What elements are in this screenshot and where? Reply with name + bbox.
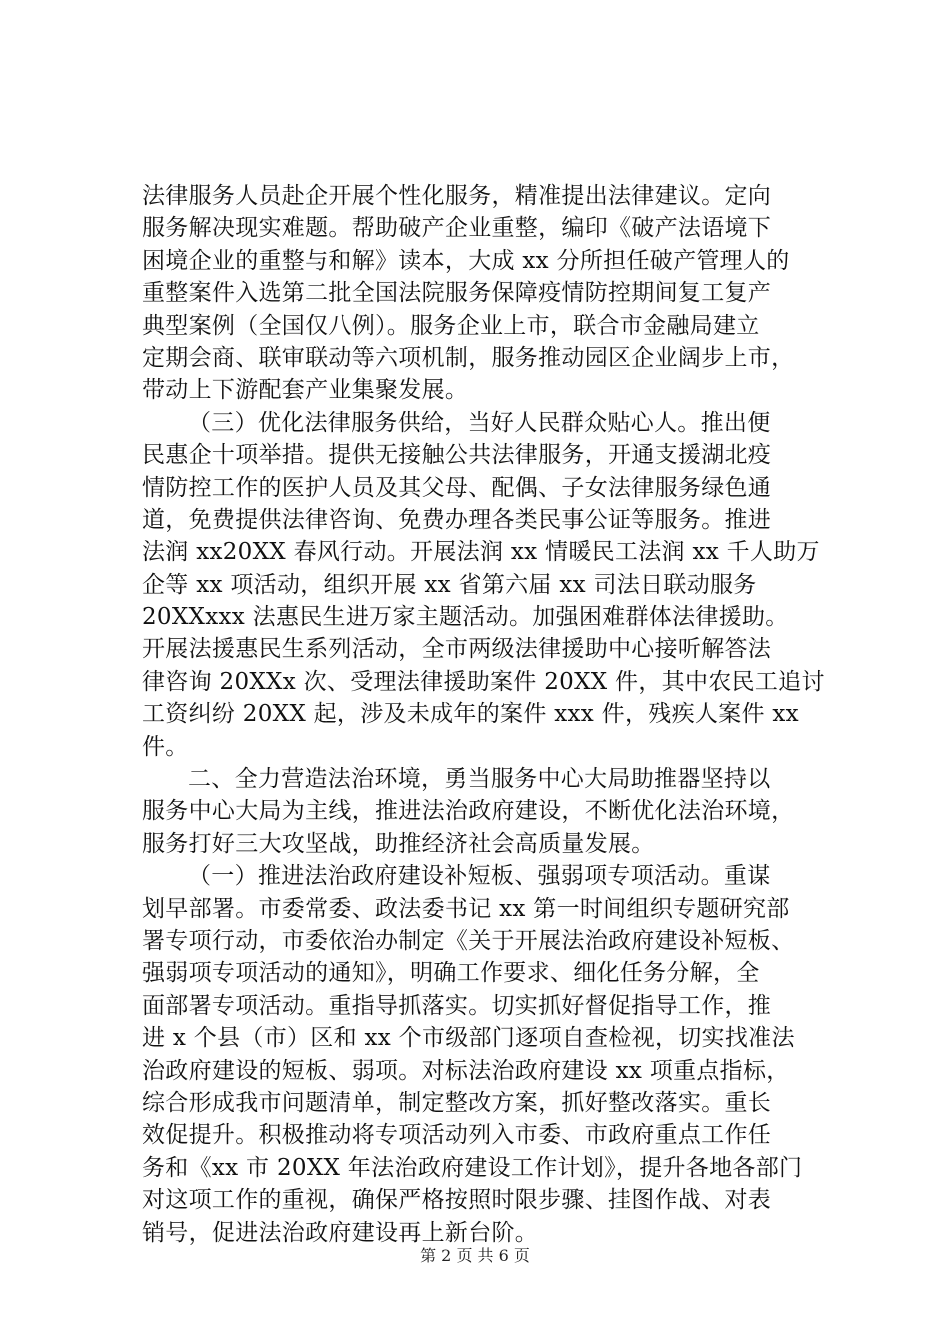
text-line: 面部署专项活动。重指导抓落实。切实抓好督促指导工作，推 (142, 992, 772, 1019)
text-line: 企等 xx 项活动，组织开展 xx 省第六届 xx 司法日联动服务 (142, 571, 757, 598)
paragraph-start-line: 二、全力营造法治环境，勇当服务中心大局助推器坚持以 (188, 766, 771, 793)
text-line: 20XXxxx 法惠民生进万家主题活动。加强困难群体法律援助。 (142, 604, 789, 631)
text-line: 署专项行动，市委依治办制定《关于开展法治政府建设补短板、 (142, 927, 795, 954)
text-line: 道，免费提供法律咨询、免费办理各类民事公证等服务。推进 (142, 506, 772, 533)
text-line: 法润 xx20XX 春风行动。开展法润 xx 情暖民工法润 xx 千人助万 (142, 539, 820, 566)
text-line: 开展法援惠民生系列活动，全市两级法律援助中心接听解答法 (142, 636, 772, 663)
text-line: 定期会商、联审联动等六项机制，服务推动园区企业阔步上市， (142, 344, 795, 371)
text-line: 服务中心大局为主线，推进法治政府建设，不断优化法治环境， (142, 798, 795, 825)
text-line: 困境企业的重整与和解》读本，大成 xx 分所担任破产管理人的 (142, 247, 790, 274)
text-line: 务和《xx 市 20XX 年法治政府建设工作计划》，提升各地各部门 (142, 1154, 803, 1181)
text-line: 综合形成我市问题清单，制定整改方案，抓好整改落实。重长 (142, 1089, 772, 1116)
paragraph-start-line: （一）推进法治政府建设补短板、强弱项专项活动。重谋 (188, 863, 771, 890)
document-body (142, 180, 832, 1249)
text-line: 工资纠纷 20XX 起，涉及未成年的案件 xxx 件，残疾人案件 xx (142, 701, 799, 728)
text-line: 划早部署。市委常委、政法委书记 xx 第一时间组织专题研究部 (142, 895, 790, 922)
text-line: 进 x 个县（市）区和 xx 个市级部门逐项自查检视，切实找准法 (142, 1025, 795, 1052)
text-line: 对这项工作的重视，确保严格按照时限步骤、挂图作战、对表 (142, 1187, 772, 1214)
text-line: 效促提升。积极推动将专项活动列入市委、市政府重点工作任 (142, 1122, 772, 1149)
text-line: 带动上下游配套产业集聚发展。 (142, 377, 469, 404)
text-line: 民惠企十项举措。提供无接触公共法律服务，开通支援湖北疫 (142, 442, 772, 469)
text-line: 情防控工作的医护人员及其父母、配偶、子女法律服务绿色通 (142, 474, 772, 501)
text-line: 法律服务人员赴企开展个性化服务，精准提出法律建议。定向 (142, 183, 772, 209)
text-line: 律咨询 20XXx 次、受理法律援助案件 20XX 件，其中农民工追讨 (142, 668, 825, 695)
text-line: 服务打好三大攻坚战，助推经济社会高质量发展。 (142, 830, 655, 857)
text-line: 销号，促进法治政府建设再上新台阶。 (142, 1219, 539, 1246)
text-line: 治政府建设的短板、弱项。对标法治政府建设 xx 项重点指标， (142, 1057, 790, 1084)
paragraph-start-line: （三）优化法律服务供给，当好人民群众贴心人。推出便 (188, 409, 771, 436)
text-line: 件。 (142, 733, 189, 760)
text-line: 服务解决现实难题。帮助破产企业重整，编印《破产法语境下 (142, 215, 772, 242)
text-line: 强弱项专项活动的通知》，明确工作要求、细化任务分解，全 (142, 960, 760, 987)
text-line: 典型案例（全国仅八例）。服务企业上市，联合市金融局建立 (142, 312, 760, 339)
page-footer (0, 1246, 950, 1266)
text-line: 重整案件入选第二批全国法院服务保障疫情防控期间复工复产 (142, 280, 772, 307)
page-number-label: 第 2 页 共 6 页 (420, 1246, 530, 1265)
